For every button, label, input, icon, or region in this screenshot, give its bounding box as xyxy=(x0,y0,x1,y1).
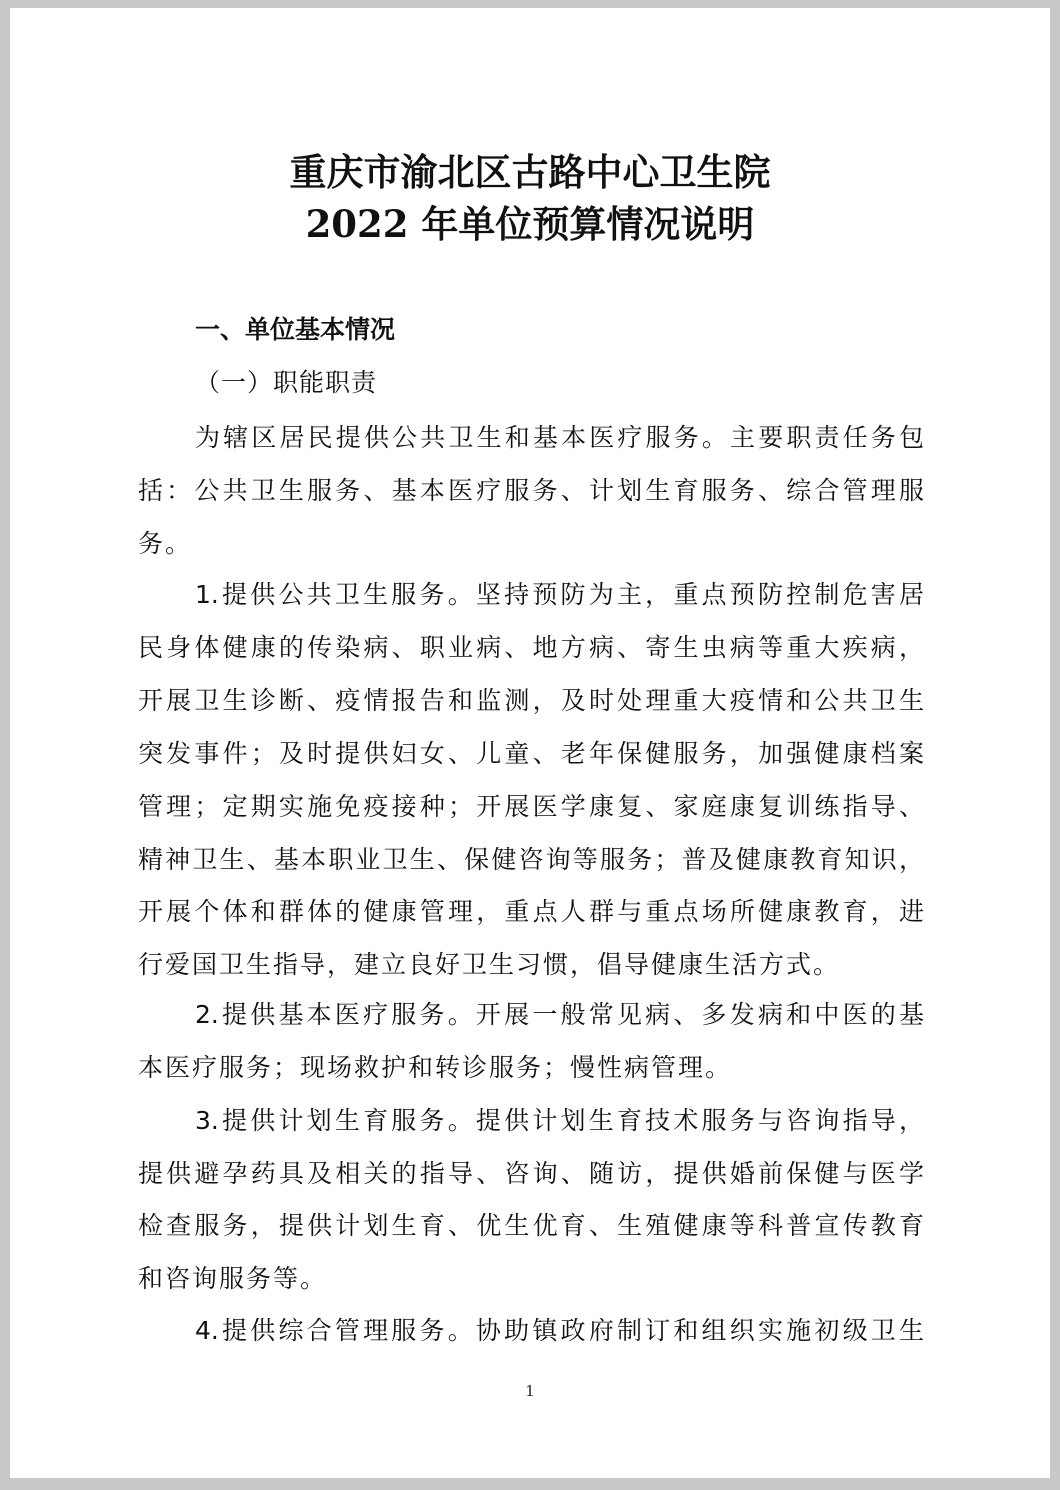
document-title-line2: 2022 年单位预算情况说明 xyxy=(305,202,755,246)
paragraph-line: 为辖区居民提供公共卫生和基本医疗服务。主要职责任务包 xyxy=(195,423,924,452)
paragraph-line: 开展卫生诊断、疫情报告和监测，及时处理重大疫情和公共卫生 xyxy=(138,686,924,715)
paragraph-line: 务。 xyxy=(138,529,193,558)
paragraph-line: 3.提供计划生育服务。提供计划生育技术服务与咨询指导， xyxy=(195,1106,924,1135)
paragraph-line: 括：公共卫生服务、基本医疗服务、计划生育服务、综合管理服 xyxy=(138,476,924,505)
paragraph-line: 2.提供基本医疗服务。开展一般常见病、多发病和中医的基 xyxy=(195,1000,924,1029)
paragraph-line: 检查服务，提供计划生育、优生优育、生殖健康等科普宣传教育 xyxy=(138,1211,924,1240)
paragraph-line: 提供避孕药具及相关的指导、咨询、随访，提供婚前保健与医学 xyxy=(138,1159,924,1188)
document-title-line1: 重庆市渝北区古路中心卫生院 xyxy=(289,150,771,194)
page-number: 1 xyxy=(525,1382,535,1400)
document-page xyxy=(10,8,1050,1478)
paragraph-line: 行爱国卫生指导，建立良好卫生习惯，倡导健康生活方式。 xyxy=(138,950,841,979)
subsection-heading-duties: （一）职能职责 xyxy=(195,368,378,397)
paragraph-line: 1.提供公共卫生服务。坚持预防为主，重点预防控制危害居 xyxy=(195,580,924,609)
paragraph-line: 和咨询服务等。 xyxy=(138,1264,328,1293)
paragraph-line: 精神卫生、基本职业卫生、保健咨询等服务；普及健康教育知识， xyxy=(138,845,924,874)
paragraph-line: 开展个体和群体的健康管理，重点人群与重点场所健康教育，进 xyxy=(138,897,924,926)
paragraph-line: 本医疗服务；现场救护和转诊服务；慢性病管理。 xyxy=(138,1053,733,1082)
section-heading-basic-info: 一、单位基本情况 xyxy=(195,315,396,344)
paragraph-line: 民身体健康的传染病、职业病、地方病、寄生虫病等重大疾病， xyxy=(138,633,924,662)
paragraph-line: 管理；定期实施免疫接种；开展医学康复、家庭康复训练指导、 xyxy=(138,792,924,821)
paragraph-line: 突发事件；及时提供妇女、儿童、老年保健服务，加强健康档案 xyxy=(138,739,924,768)
paragraph-line: 4.提供综合管理服务。协助镇政府制订和组织实施初级卫生 xyxy=(195,1316,924,1345)
